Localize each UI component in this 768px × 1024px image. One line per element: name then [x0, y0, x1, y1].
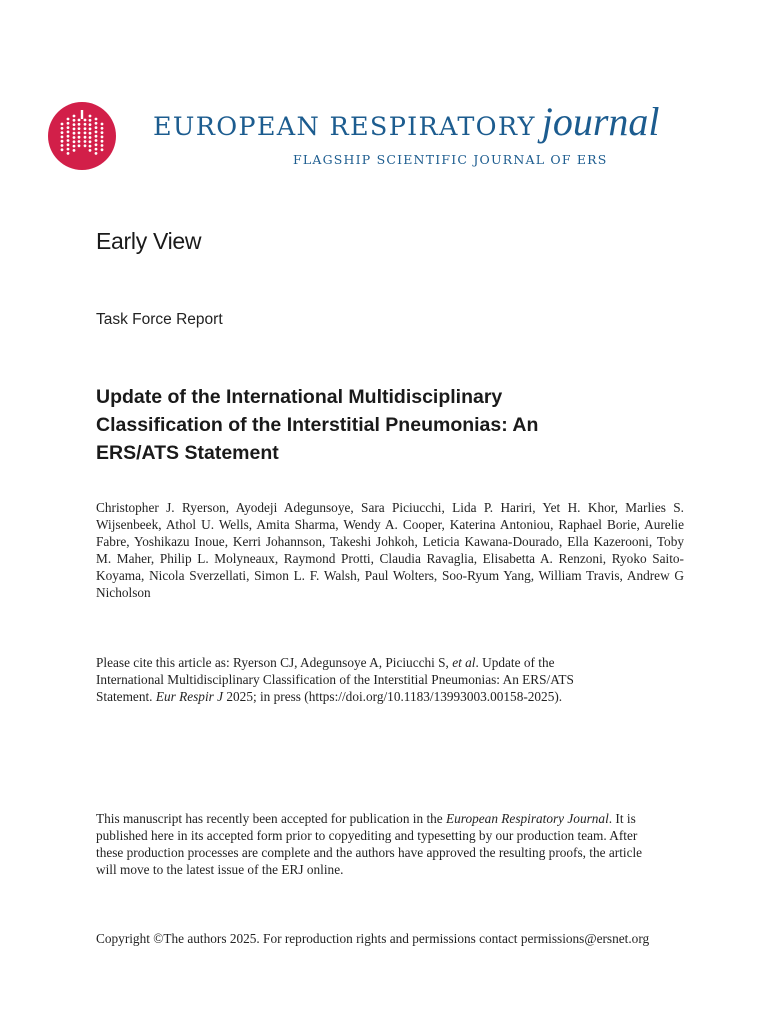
article-type: Task Force Report [96, 311, 223, 328]
logo-dot [95, 148, 98, 151]
logo-dot [67, 135, 70, 138]
citation-text: . Update of the [475, 655, 555, 670]
accepted-manuscript-notice [96, 810, 686, 878]
logo-dot [84, 144, 87, 147]
logo-dot [101, 148, 104, 151]
logo-dot [73, 149, 76, 152]
journal-name-main: EUROPEAN RESPIRATORY [153, 112, 536, 142]
notice-journal: European Respiratory Journal [446, 811, 609, 826]
logo-dot [61, 148, 64, 151]
logo-dot [84, 140, 87, 143]
logo-dot [67, 126, 70, 129]
logo-dot [89, 140, 92, 143]
journal-name [153, 98, 753, 142]
logo-dot [84, 136, 87, 139]
notice-line: will move to the latest issue of the ERJ online. [96, 862, 344, 877]
logo-dot [89, 119, 92, 122]
logo-dot [95, 143, 98, 146]
logo-dot [89, 136, 92, 139]
logo-dot [61, 136, 64, 139]
citation-text: Please cite this article as: Ryerson CJ, Adegunsoye A, Piciucchi S, [96, 655, 453, 670]
citation-doi: 2025; in press (https://doi.org/10.1183/13993003.00158-2025). [223, 689, 563, 704]
logo-dot [89, 145, 92, 148]
logo-dot [84, 123, 87, 126]
citation-etal: et al [452, 655, 476, 670]
logo-dot [78, 136, 81, 139]
citation-text: Statement. [96, 689, 156, 704]
logo-dot [84, 119, 87, 122]
journal-tagline: FLAGSHIP SCIENTIFIC JOURNAL OF ERS [293, 152, 608, 167]
logo-dot [101, 136, 104, 139]
logo-dot [61, 140, 64, 143]
logo-dot [89, 149, 92, 152]
logo-dot [73, 119, 76, 122]
logo-dot [73, 128, 76, 131]
logo-dot [73, 140, 76, 143]
logo-dot [101, 140, 104, 143]
logo-dot [78, 119, 81, 122]
journal-name-script: journal [541, 99, 660, 144]
logo-dot [73, 123, 76, 126]
citation-journal: Eur Respir J [155, 689, 224, 704]
citation-line [96, 654, 686, 671]
logo-dot [101, 127, 104, 130]
logo-dot [95, 135, 98, 138]
logo-dot [95, 118, 98, 121]
notice-text: This manuscript has recently been accepted for publication in the [96, 811, 447, 826]
citation [96, 654, 686, 705]
logo-dot [101, 144, 104, 147]
logo-dot [89, 132, 92, 135]
logo-dot [89, 115, 92, 118]
logo-dot [61, 144, 64, 147]
logo-dot [84, 127, 87, 130]
logo-dot [61, 127, 64, 130]
logo-dot [84, 132, 87, 135]
citation-line: International Multidisciplinary Classification of the Interstitial Pneumonias: An ERS/ATS [96, 672, 574, 687]
logo-dot [73, 132, 76, 135]
logo-dot [67, 131, 70, 134]
logo-dot [67, 122, 70, 125]
logo-dot [78, 132, 81, 135]
copyright-notice: Copyright ©The authors 2025. For reproduction rights and permissions contact permissions@ersnet.org [96, 931, 650, 946]
logo-dot [73, 136, 76, 139]
logo-dot [95, 152, 98, 155]
logo-dot [101, 131, 104, 134]
logo-dot [95, 122, 98, 125]
logo-dot [67, 118, 70, 121]
notice-line: these production processes are complete and the authors have approved the resulting proofs, the article [96, 845, 643, 860]
title-line: ERS/ATS Statement [96, 442, 279, 464]
logo-dot [78, 140, 81, 143]
title-line: Update of the International Multidisciplinary [96, 386, 503, 408]
notice-line [96, 810, 686, 827]
notice-text: . It is [608, 811, 636, 826]
ers-logo-icon [48, 102, 116, 170]
title-line: Classification of the Interstitial Pneumonias: An [96, 414, 539, 436]
logo-dot [67, 148, 70, 151]
early-view-label: Early View [96, 228, 202, 254]
logo-dot [61, 131, 64, 134]
logo-dot [95, 131, 98, 134]
author-list: Christopher J. Ryerson, Ayodeji Adegunsoye, Sara Piciucchi, Lida P. Hariri, Yet H. Khor, Marlies S. Wijsenbeek, Athol U. Wells, Amita Sharma, Wendy A. Cooper, Katerina Antoniou, Raphael Borie, Aurelie Fabre, Yoshikazu Inoue, Kerri Johannson, Takeshi Johkoh, Leticia Kawana-Dourado, Ella Kazerooni, Toby M. Maher, Philip L. Molyneaux, Raymond Protti, Claudia Ravaglia, Elisabetta A. Renzoni, Ryoko Saito-Koyama, Nicola Sverzellati, Simon L. F. Walsh, Paul Wolters, Soo-Ryum Yang, William Travis, Andrew G Nicholson [96, 500, 684, 600]
logo-dot [95, 139, 98, 142]
article-title [96, 383, 656, 467]
logo-dot [67, 143, 70, 146]
logo-dot [78, 127, 81, 130]
notice-line: published here in its accepted form prior to copyediting and typesetting by our production team. After [96, 828, 638, 843]
logo-dot [95, 126, 98, 129]
logo-dot [67, 139, 70, 142]
citation-line [96, 688, 686, 705]
logo-dot [78, 144, 81, 147]
logo-dot [73, 145, 76, 148]
logo-dot [73, 115, 76, 118]
logo-dot [78, 123, 81, 126]
logo-dot [89, 123, 92, 126]
logo-dot [101, 123, 104, 126]
logo-dot [61, 123, 64, 126]
logo-dot [67, 152, 70, 155]
journal-header [0, 0, 768, 190]
logo-trachea [81, 110, 83, 119]
logo-dot [89, 128, 92, 131]
